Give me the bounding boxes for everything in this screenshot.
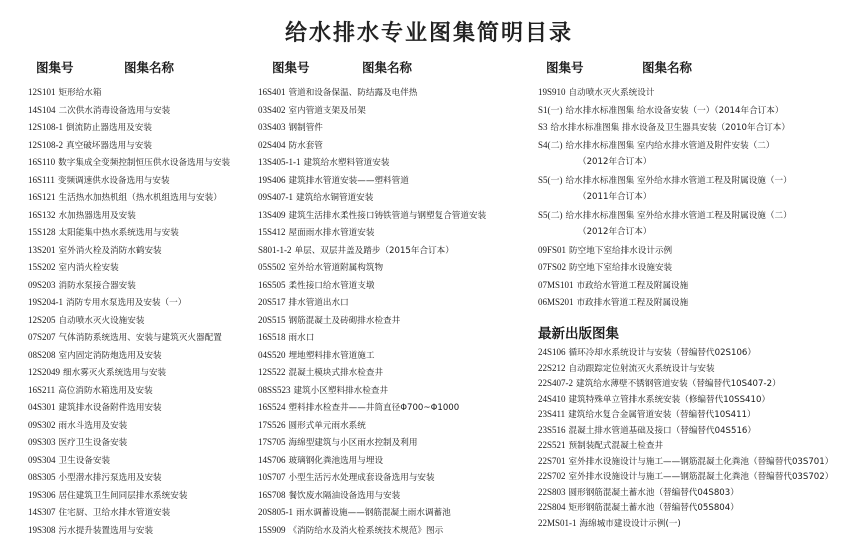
item-name: 建筑特殊单立管排水系统安装（修编替代10SS410） [569,395,771,405]
catalog-item [538,423,850,439]
catalog-item [28,504,246,522]
item-name: 混凝土排水管道基础及接口（替编替代04S516） [569,426,756,436]
catalog-list [538,345,850,531]
item-name: 给水排水标准图集 室外给水排水管道工程及附属设施（一） [566,176,792,186]
catalog-item [258,84,528,102]
catalog-item [538,345,850,361]
header-name: 图集名称 [362,60,412,75]
item-code: 19S308 [28,525,56,535]
item-name: 柔性接口给水管道支墩 [289,281,375,291]
item-code: 12S101 [28,87,56,97]
item-name: 建筑给水复合金属管道安装（替编替代10S411） [568,410,755,420]
item-name-continuation: （2012年合订本） [538,227,651,237]
item-name: 海绵城市建设设计示例(一) [580,519,681,529]
catalog-item [258,504,528,522]
catalog-item [258,119,528,137]
item-code: 12S108-2 [28,140,63,150]
catalog-item [538,454,850,470]
item-name: 矩形钢筋混凝土蓄水池（替编替代05S804） [569,503,739,513]
catalog-item [258,364,528,382]
item-code: 09S203 [28,280,56,290]
catalog-item [258,434,528,452]
catalog-item [28,84,246,102]
item-name: 小型潜水排污泵选用及安装 [59,473,162,483]
item-code: 08S208 [28,350,56,360]
item-code: 07S207 [28,332,56,342]
item-code: 12S2049 [28,367,60,377]
item-name: 建筑排水管道安装——塑料管道 [289,176,409,186]
item-code: 09S407-1 [258,192,293,202]
item-name: 给水排水标准图集 排水设备及卫生器具安装（2010年合订本） [551,123,790,133]
item-name-continuation: （2012年合订本） [538,157,651,167]
item-name: 埋地塑料排水管道施工 [289,351,375,361]
header-code: 图集号 [272,58,362,76]
item-code: 14S104 [28,105,56,115]
item-code: 19S910 [538,87,566,97]
catalog-item [258,224,528,242]
catalog-item [538,119,850,137]
catalog-item [258,522,528,539]
item-name: 住宅厨、卫给水排水管道安装 [59,508,171,518]
item-code: 16S524 [258,402,286,412]
item-name: 小型生活污水处理成套设备选用与安装 [289,473,435,483]
catalog-item [538,407,850,423]
item-code: 09S302 [28,420,56,430]
item-code: 22S804 [538,502,566,512]
item-name: 室外给水管道附属构筑物 [289,263,384,273]
catalog-item [538,392,850,408]
item-code: S4(二) [538,140,563,150]
item-name: 单层、双层井盖及踏步（2015年合订本） [295,246,454,256]
item-name: 室外排水设施设计与施工——钢筋混凝土化粪池（替编替代03S701） [569,457,834,467]
item-code: 16S505 [258,280,286,290]
item-code: 09S303 [28,437,56,447]
item-code: 22S701 [538,456,566,466]
catalog-item [538,277,850,295]
item-name: 钢筋混凝土及砖砌排水检查井 [289,316,401,326]
item-name: 室外排水设施设计与施工——钢筋混凝土化粪池（替编替代03S702） [569,472,834,482]
item-name: 给水排水标准图集 给水设备安装（一）（2014年合订本） [566,106,784,116]
item-code: 23S516 [538,425,566,435]
catalog-item [28,434,246,452]
item-name: 市政给水管道工程及附属设施 [577,281,689,291]
catalog-item [538,172,850,190]
column-header [546,58,692,76]
item-name: 太阳能集中热水系统选用与安装 [59,228,179,238]
item-name: 混凝土模块式排水检查井 [289,368,384,378]
item-code: 22S407-2 [538,378,573,388]
item-name: 市政排水管道工程及附属设施 [577,298,689,308]
catalog-item [28,522,246,539]
item-name: 塑料排水检查井——井筒直径Φ700~Φ1000 [289,403,460,413]
item-name: 建筑给水薄壁不锈钢管道安装（替编替代10S407-2） [576,379,781,389]
item-code: 22MS01-1 [538,518,577,528]
catalog-item [258,452,528,470]
item-name: 管道和设备保温、防结露及电伴热 [289,88,418,98]
catalog-item [538,242,850,260]
catalog-item [258,172,528,190]
item-code: 13S409 [258,210,286,220]
item-code: 20S805-1 [258,507,293,517]
catalog-item [258,102,528,120]
catalog-item [28,119,246,137]
item-name-continuation: （2011年合订本） [538,192,651,202]
item-name: 医疗卫生设备安装 [59,438,128,448]
item-code: 13S201 [28,245,56,255]
item-name: 防空地下室给排水设计示例 [569,246,672,256]
catalog-item [538,485,850,501]
item-name: 玻璃钢化粪池选用与埋设 [289,456,384,466]
item-name: 建筑排水设备附件选用安装 [59,403,162,413]
catalog-item [28,364,246,382]
catalog-item [258,154,528,172]
header-code: 图集号 [546,58,642,76]
catalog-item [28,242,246,260]
catalog-item [28,189,246,207]
item-name: 屋面雨水排水管道安装 [289,228,375,238]
item-code: 19S204-1 [28,297,63,307]
item-code: 12S108-1 [28,122,63,132]
item-name: 圆形式单元雨水系统 [289,421,366,431]
catalog-item [258,487,528,505]
item-name: 防水套管 [289,141,323,151]
item-code: 15S128 [28,227,56,237]
item-code: S5(一) [538,175,563,185]
catalog-item [538,516,850,532]
item-code: 09FS01 [538,245,566,255]
catalog-item [258,417,528,435]
item-code: 02S404 [258,140,286,150]
item-code: 16S401 [258,87,286,97]
item-name: 自动跟踪定位射流灭火系统设计与安装 [569,364,715,374]
item-code: 17S526 [258,420,286,430]
header-code: 图集号 [36,58,124,76]
item-name: 室内管道支架及吊架 [289,106,366,116]
item-code: 22S803 [538,487,566,497]
item-name: 自动喷水灭火设施安装 [59,316,145,326]
item-code: 15S202 [28,262,56,272]
item-code: 16S211 [28,385,55,395]
catalog-item [28,312,246,330]
item-name: 建筑给水塑料管道安装 [304,158,390,168]
catalog-item [258,259,528,277]
catalog-item-continuation [538,154,850,172]
item-name: 防空地下室给排水设施安装 [569,263,672,273]
catalog-item [28,469,246,487]
catalog-item [28,294,246,312]
item-name: 雨水调蓄设施——钢筋混凝土雨水调蓄池 [296,508,451,518]
catalog-item [28,347,246,365]
item-code: S5(二) [538,210,563,220]
catalog-item [258,329,528,347]
item-code: 16S518 [258,332,286,342]
item-code: 22S702 [538,471,566,481]
item-code: 05S502 [258,262,286,272]
item-code: 15S412 [258,227,286,237]
item-code: 16S110 [28,157,55,167]
item-name: 变频调速供水设备选用与安装 [58,176,170,186]
catalog-item [258,242,528,260]
item-name: 消防专用水泵选用及安装（一） [66,298,186,308]
item-name: 污水提升装置选用与安装 [59,526,154,536]
item-name: 循环冷却水系统设计与安装（替编替代02S106） [569,348,756,358]
item-code: 10S707 [258,472,286,482]
item-name: 餐饮废水隔油设备选用与安装 [289,491,401,501]
item-name: 建筑生活排水柔性接口铸铁管道与钢塑复合管道安装 [289,211,487,221]
item-name: 给水排水标准图集 室外给水排水管道工程及附属设施（二） [566,211,792,221]
catalog-list [538,84,850,312]
item-code: 16S111 [28,175,55,185]
item-code: 04S520 [258,350,286,360]
item-code: 13S405-1-1 [258,157,301,167]
item-code: 16S121 [28,192,56,202]
item-name: 建筑小区塑料排水检查井 [294,386,389,396]
catalog-item [28,417,246,435]
item-name: 居住建筑卫生间同层排水系统安装 [59,491,188,501]
header-name: 图集名称 [642,60,692,75]
header-name: 图集名称 [124,60,174,75]
catalog-item [538,259,850,277]
catalog-item [258,137,528,155]
item-name: 自动喷水灭火系统设计 [569,88,655,98]
catalog-item [28,207,246,225]
item-code: S3 [538,122,548,132]
item-name: 二次供水消毒设备选用与安装 [59,106,171,116]
catalog-item [538,438,850,454]
item-name: 高位消防水箱选用及安装 [58,386,153,396]
item-code: 12S522 [258,367,286,377]
catalog-item-continuation [538,189,850,207]
catalog-item [538,500,850,516]
item-name: 真空破坏器选用与安装 [66,141,152,151]
catalog-item [258,399,528,417]
item-name: 排水管道出水口 [289,298,349,308]
catalog-item [538,361,850,377]
item-code: 07FS02 [538,262,566,272]
item-code: 20S517 [258,297,286,307]
item-code: 17S705 [258,437,286,447]
page-title: 给水排水专业图集简明目录 [0,16,858,47]
item-code: S801-1-2 [258,245,292,255]
item-name: 消防水泵接合器安装 [59,281,136,291]
catalog-item-continuation [538,224,850,242]
catalog-item [538,207,850,225]
item-code: 23S411 [538,409,565,419]
catalog-item [28,154,246,172]
catalog-item [28,259,246,277]
item-name: 矩形给水箱 [59,88,102,98]
item-code: 14S307 [28,507,56,517]
item-code: 14S706 [258,455,286,465]
catalog-item [28,102,246,120]
catalog-item [538,469,850,485]
catalog-item [28,329,246,347]
item-name: 倒流防止器选用及安装 [66,123,152,133]
item-code: 19S306 [28,490,56,500]
catalog-item [28,487,246,505]
item-code: 15S909 [258,525,286,535]
catalog-item [28,172,246,190]
catalog-item [258,294,528,312]
catalog-item [258,347,528,365]
item-code: S1(一) [538,105,563,115]
catalog-item [28,137,246,155]
item-code: 08S305 [28,472,56,482]
item-name: 钢制管件 [289,123,323,133]
catalog-item [28,382,246,400]
latest-section-title: 最新出版图集 [538,323,850,345]
item-name: 室内固定消防炮选用及安装 [59,351,162,361]
catalog-item [28,277,246,295]
item-code: 24S410 [538,394,566,404]
item-name: 雨水口 [289,333,315,343]
catalog-item [538,84,850,102]
item-name: 室内消火栓安装 [59,263,119,273]
item-name: 卫生设备安装 [59,456,111,466]
catalog-item [28,399,246,417]
catalog-item [258,382,528,400]
item-name: 海绵型建筑与小区雨水控制及利用 [289,438,418,448]
item-code: 12S205 [28,315,56,325]
item-code: 09S304 [28,455,56,465]
catalog-item [258,207,528,225]
catalog-item [258,189,528,207]
catalog-item [258,277,528,295]
item-name: 水加热器选用及安装 [59,211,136,221]
item-code: 04S301 [28,402,56,412]
item-name: 数字集成全变频控制恒压供水设备选用与安装 [58,158,230,168]
item-name: 预制装配式混凝土检查井 [569,441,664,451]
item-code: 06MS201 [538,297,574,307]
catalog-item [538,137,850,155]
item-code: 24S106 [538,347,566,357]
item-code: 16S132 [28,210,56,220]
item-code: 16S708 [258,490,286,500]
item-code: 22S521 [538,440,566,450]
item-name: 给水排水标准图集 室内给水排水管道及附件安装（二） [566,141,775,151]
catalog-list [258,84,528,539]
item-name: 圆形钢筋混凝土蓄水池（替编替代04S803） [569,488,739,498]
item-code: 20S515 [258,315,286,325]
item-code: 03S402 [258,105,286,115]
item-name: 生活热水加热机组（热水机组选用与安装） [59,193,222,203]
column-header [272,58,412,76]
catalog-item [538,294,850,312]
item-name: 室外消火栓及消防水鹤安装 [59,246,162,256]
catalog-item [258,469,528,487]
catalog-item [28,224,246,242]
catalog-item [538,376,850,392]
item-code: 07MS101 [538,280,574,290]
item-name: 气体消防系统选用、安装与建筑灭火器配置 [59,333,222,343]
item-name: 雨水斗选用及安装 [59,421,128,431]
latest-section [538,322,850,531]
item-name: 建筑给水铜管道安装 [296,193,373,203]
catalog-item [538,102,850,120]
catalog-item [28,452,246,470]
item-code: 03S403 [258,122,286,132]
item-name: 细水雾灭火系统选用与安装 [63,368,166,378]
catalog-item [258,312,528,330]
item-code: 08SS523 [258,385,291,395]
catalog-list [28,84,246,539]
item-code: 22S212 [538,363,566,373]
item-name: 《消防给水及消火栓系统技术规范》图示 [289,526,444,536]
item-code: 19S406 [258,175,286,185]
column-header [36,58,174,76]
